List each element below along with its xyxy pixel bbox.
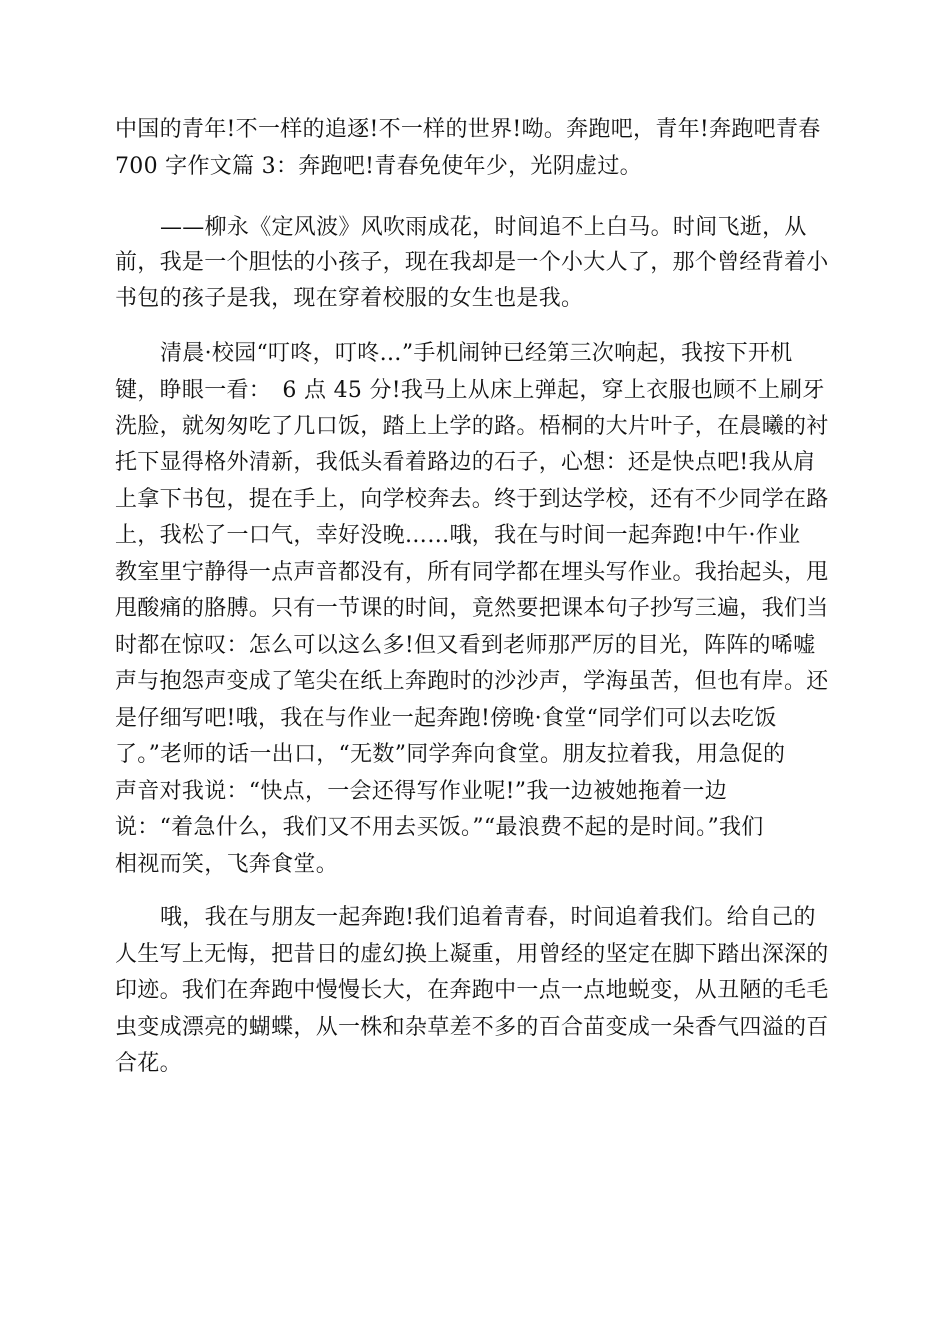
text-line: 键，睁眼一看： 6 点 45 分!我马上从床上弹起，穿上衣服也顾不上刷牙 [115,378,825,403]
text-line: 声音对我说：“快点，一会还得写作业呢!”我一边被她拖着一边 [115,779,728,804]
text-line: 甩酸痛的胳膊。只有一节课的时间，竟然要把课本句子抄写三遍，我们当 [115,596,829,621]
text-line: 书包的孩子是我，现在穿着校服的女生也是我。 [115,286,584,311]
text-line: 前，我是一个胆怯的小孩子，现在我却是一个小大人了，那个曾经背着小 [115,250,829,275]
text-line: 洗脸，就匆匆吃了几口饭，踏上上学的路。梧桐的大片叶子，在晨曦的衬 [115,414,829,439]
text-line: 时都在惊叹：怎么可以这么多!但又看到老师那严厉的目光，阵阵的唏嘘 [115,633,816,658]
text-line: 声与抱怨声变成了笔尖在纸上奔跑时的沙沙声，学海虽苦，但也有岸。还 [115,669,829,694]
text-line: ——柳永《定风波》风吹雨成花，时间追不上白马。时间飞逝，从 [160,215,807,240]
text-line: 中国的青年!不一样的追逐!不一样的世界!呦。奔跑吧，青年!奔跑吧青春 [115,117,821,142]
text-line: 上拿下书包，提在手上，向学校奔去。终于到达学校，还有不少同学在路 [115,487,829,512]
text-line: 相视而笑，飞奔食堂。 [115,852,339,877]
text-line: 700 字作文篇 3：奔跑吧!青春免使年少，光阴虚过。 [115,154,642,179]
text-line: 托下显得格外清新，我低头看着路边的石子，心想：还是快点吧!我从肩 [115,450,816,475]
text-line: 是仔细写吧!哦，我在与作业一起奔跑!傍晚·食堂“同学们可以去吃饭 [115,706,777,731]
text-line: 虫变成漂亮的蝴蝶，从一株和杂草差不多的百合苗变成一朵香气四溢的百 [115,1015,829,1040]
text-line: 人生写上无悔，把昔日的虚幻换上凝重，用曾经的坚定在脚下踏出深深的 [115,942,829,967]
text-line: 了。”老师的话一出口，“无数”同学奔向食堂。朋友拉着我，用急促的 [115,742,786,767]
text-line: 印迹。我们在奔跑中慢慢长大，在奔跑中一点一点地蜕变，从丑陋的毛毛 [115,978,829,1003]
text-line: 上，我松了一口气，幸好没晚……哦，我在与时间一起奔跑!中午·作业 [115,523,801,548]
text-line: 合花。 [115,1051,182,1076]
text-line: 说：“着急什么，我们又不用去买饭。”“最浪费不起的是时间。”我们 [115,815,764,840]
text-line: 清晨·校园“叮咚，叮咚…”手机闹钟已经第三次响起，我按下开机 [160,341,793,366]
text-line: 哦，我在与朋友一起奔跑!我们追着青春，时间追着我们。给自己的 [160,905,816,930]
text-line: 教室里宁静得一点声音都没有，所有同学都在埋头写作业。我抬起头，甩 [115,560,829,585]
